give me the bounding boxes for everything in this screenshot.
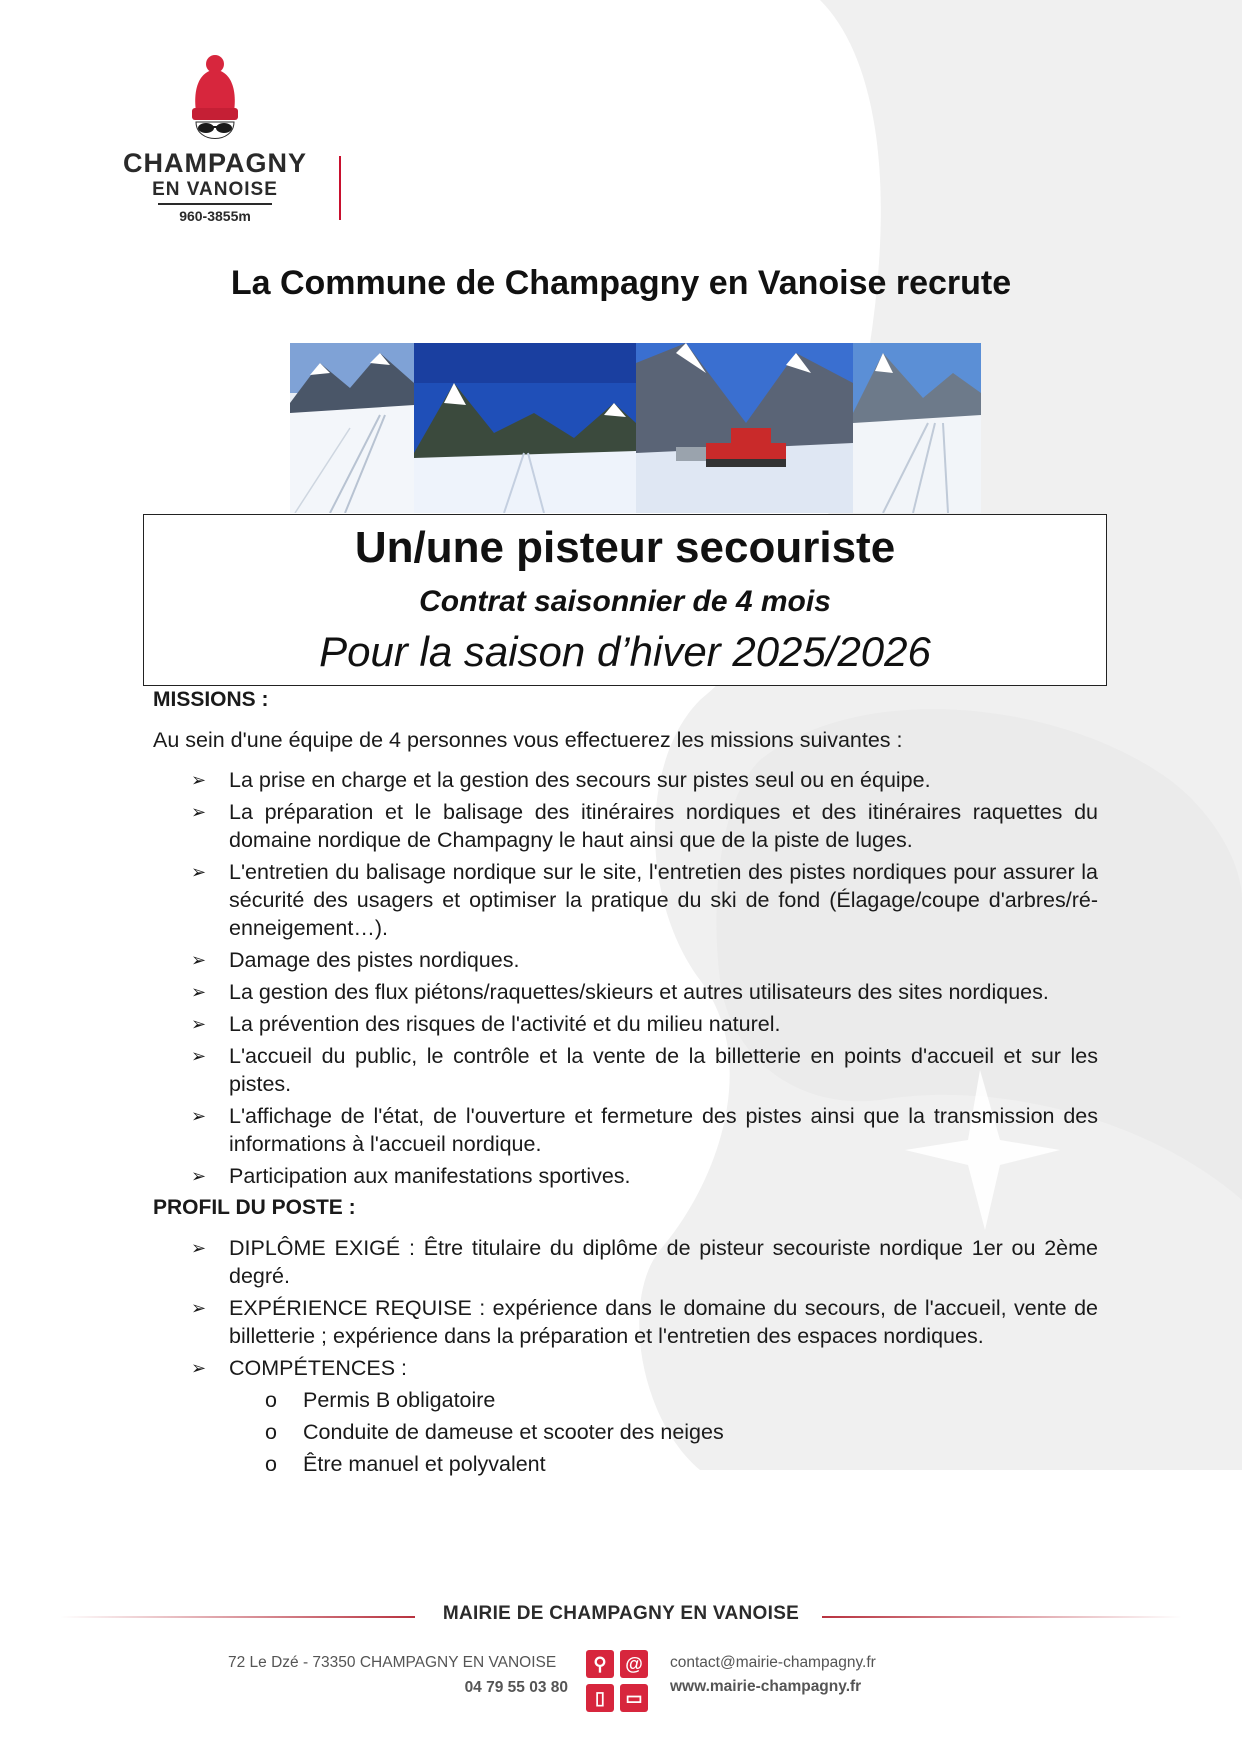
photo-valley-blue-sky bbox=[414, 343, 636, 513]
footer-title: MAIRIE DE CHAMPAGNY EN VANOISE bbox=[442, 1603, 800, 1624]
champagny-logo bbox=[112, 52, 352, 232]
logo-name-line1: CHAMPAGNY bbox=[123, 148, 307, 178]
missions-heading: MISSIONS : bbox=[153, 688, 269, 711]
arrow-bullet-icon: ➢ bbox=[191, 770, 207, 790]
missions-list bbox=[153, 766, 1098, 1190]
arrow-bullet-icon: ➢ bbox=[191, 1106, 207, 1126]
job-contract: Contrat saisonnier de 4 mois bbox=[419, 585, 831, 618]
footer-address: 72 Le Dzé - 73350 CHAMPAGNY EN VANOISE bbox=[228, 1654, 557, 1671]
footer-email[interactable]: contact@mairie-champagny.fr bbox=[670, 1654, 876, 1671]
photo-cross-country-track bbox=[290, 343, 414, 513]
logo-altitude: 960-3855m bbox=[179, 208, 251, 224]
list-item: ➢ La prévention des risques de l'activité et du milieu naturel. bbox=[191, 1012, 781, 1036]
job-title-box bbox=[143, 514, 1107, 686]
email-at-icon: @ bbox=[620, 1650, 648, 1678]
arrow-bullet-icon: ➢ bbox=[191, 1358, 207, 1378]
list-item: ➢ Damage des pistes nordiques. bbox=[191, 948, 520, 972]
list-item: o Conduite de dameuse et scooter des neiges bbox=[265, 1420, 724, 1444]
list-item: ➢ L'entretien du balisage nordique sur le site, l'entretien des pistes nordiques pour assurer la sécurité des usagers et optimiser la pratique du ski de fond (Élagage/coupe d'arbres/ré-enneigement…). bbox=[191, 860, 1098, 940]
list-item: ➢ La prise en charge et la gestion des secours sur pistes seul ou en équipe. bbox=[191, 768, 931, 792]
list-item: ➢ COMPÉTENCES : o Permis B obligatoire o Conduite de dameuse et scooter des neiges o Être manuel et polyvalent bbox=[153, 1354, 1098, 1478]
logo-red-bar bbox=[339, 156, 341, 220]
arrow-bullet-icon: ➢ bbox=[191, 1046, 207, 1066]
footer-website[interactable]: www.mairie-champagny.fr bbox=[670, 1678, 862, 1695]
profil-heading: PROFIL DU POSTE : bbox=[153, 1196, 356, 1219]
profil-list bbox=[153, 1234, 1098, 1478]
list-item: ➢ Participation aux manifestations sportives. bbox=[191, 1164, 631, 1188]
arrow-bullet-icon: ➢ bbox=[191, 950, 207, 970]
job-title: Un/une pisteur secouriste bbox=[354, 523, 896, 572]
computer-monitor-icon: ▭ bbox=[620, 1684, 648, 1712]
mobile-phone-icon: ▯ bbox=[586, 1684, 614, 1712]
circle-bullet-icon: o bbox=[265, 1388, 277, 1412]
arrow-bullet-icon: ➢ bbox=[191, 1014, 207, 1034]
logo-divider bbox=[158, 203, 272, 205]
arrow-bullet-icon: ➢ bbox=[191, 862, 207, 882]
job-season: Pour la saison d’hiver 2025/2026 bbox=[319, 628, 931, 675]
location-pin-icon: ⚲ bbox=[586, 1650, 614, 1678]
list-item: ➢ L'accueil du public, le contrôle et la vente de la billetterie en points d'accueil et sur les pistes. bbox=[191, 1044, 1098, 1096]
footer-phone: 04 79 55 03 80 bbox=[464, 1679, 568, 1696]
logo-name-line2: EN VANOISE bbox=[152, 179, 278, 200]
list-item: ➢ L'affichage de l'état, de l'ouverture et fermeture des pistes ainsi que la transmission des informations à l'accueil nordique. bbox=[191, 1104, 1098, 1156]
page-headline: La Commune de Champagny en Vanoise recrute bbox=[230, 264, 1012, 302]
photo-ski-trail bbox=[853, 343, 981, 513]
photo-strip bbox=[290, 343, 981, 513]
list-item: ➢ La gestion des flux piétons/raquettes/skieurs et autres utilisateurs des sites nordiques. bbox=[191, 980, 1049, 1004]
job-description bbox=[153, 686, 1098, 1482]
circle-bullet-icon: o bbox=[265, 1452, 277, 1476]
list-item: ➢ EXPÉRIENCE REQUISE : expérience dans le domaine du secours, de l'accueil, vente de billetterie ; expérience dans la préparation et l'entretien des espaces nordiques. bbox=[191, 1296, 1098, 1348]
circle-bullet-icon: o bbox=[265, 1420, 277, 1444]
list-item: o Permis B obligatoire bbox=[265, 1388, 496, 1412]
arrow-bullet-icon: ➢ bbox=[191, 1238, 207, 1258]
contact-icons bbox=[586, 1650, 650, 1712]
list-item: o Être manuel et polyvalent bbox=[265, 1452, 546, 1476]
competences-list bbox=[229, 1386, 1098, 1478]
arrow-bullet-icon: ➢ bbox=[191, 802, 207, 822]
photo-snow-groomer bbox=[636, 343, 853, 513]
list-item: ➢ La préparation et le balisage des itinéraires nordiques et des itinéraires raquettes du domaine nordique de Champagny le haut ainsi que de la piste de luges. bbox=[191, 800, 1098, 852]
ski-hat-mascot-icon bbox=[112, 52, 318, 148]
arrow-bullet-icon: ➢ bbox=[191, 1166, 207, 1186]
list-item: ➢ DIPLÔME EXIGÉ : Être titulaire du diplôme de pisteur secouriste nordique 1er ou 2ème degré. bbox=[191, 1236, 1098, 1288]
missions-intro: Au sein d'une équipe de 4 personnes vous effectuerez les missions suivantes : bbox=[153, 728, 903, 752]
arrow-bullet-icon: ➢ bbox=[191, 982, 207, 1002]
arrow-bullet-icon: ➢ bbox=[191, 1298, 207, 1318]
